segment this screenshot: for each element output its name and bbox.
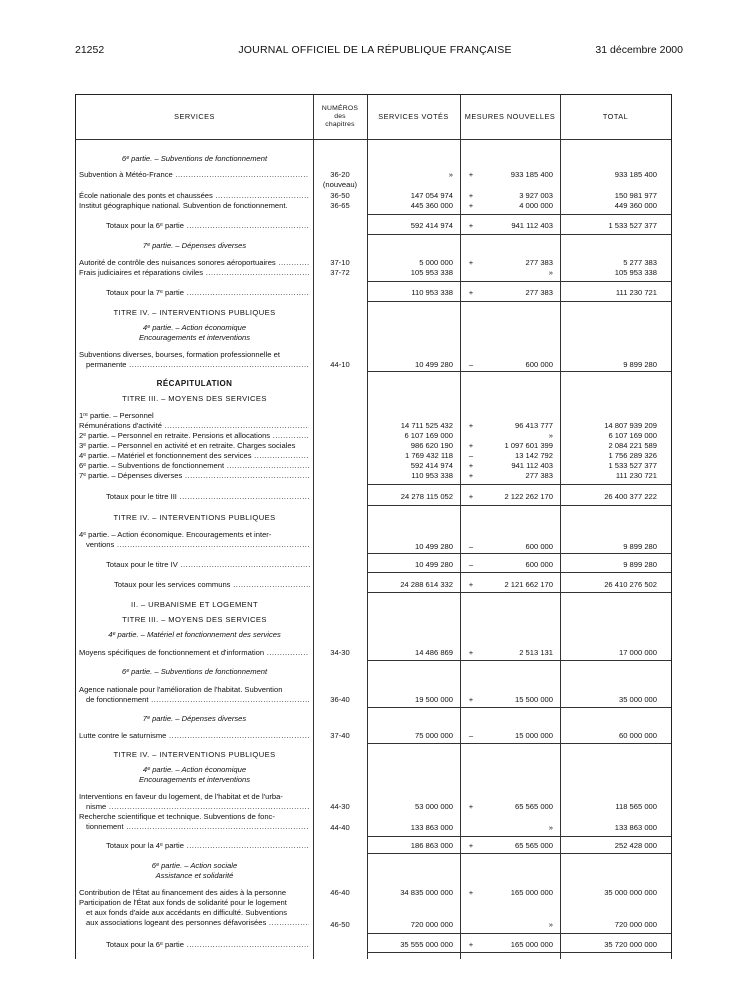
- chapter-number: 46-40: [330, 888, 350, 897]
- mesures-value: 1 097 601 399: [504, 441, 553, 450]
- services-votes-value: 110 953 338: [411, 288, 453, 297]
- services-votes-value: 592 414 974: [410, 221, 453, 230]
- col-header-mesures: MESURES NOUVELLES: [464, 112, 556, 121]
- page-number: 21252: [75, 44, 105, 56]
- services-votes-value: 445 360 000: [410, 201, 453, 210]
- services-votes-value: 10 499 280: [414, 560, 453, 569]
- total-value: 118 565 000: [615, 802, 657, 811]
- total-value: 105 953 338: [614, 268, 657, 277]
- total-rule: [367, 214, 671, 215]
- total-value: 5 277 383: [623, 258, 657, 267]
- sign: +: [468, 258, 474, 267]
- journal-title: JOURNAL OFFICIEL DE LA RÉPUBLIQUE FRANÇAISE: [238, 44, 512, 56]
- row-label: 2ᵉ partie. – Personnel en retraite. Pensions et allocations .....: [79, 431, 309, 441]
- total-value: 35 000 000 000: [604, 888, 657, 897]
- services-votes-value: 24 278 115 052: [400, 492, 453, 501]
- section-heading: Encouragements et interventions: [138, 333, 251, 342]
- total-rule: [367, 952, 671, 953]
- services-votes-value: 110 953 338: [411, 471, 453, 480]
- total-value: 26 410 276 502: [604, 580, 657, 589]
- services-votes-value: 19 500 000: [414, 695, 453, 704]
- total-value: 35 000 000: [618, 695, 657, 704]
- mesures-value: 4 000 000: [519, 201, 553, 210]
- row-label: de fonctionnement .....: [86, 695, 316, 705]
- total-label: Totaux pour la 6ᵉ partie .....: [106, 221, 310, 231]
- total-value: 1 533 527 377: [608, 221, 657, 230]
- total-value: 35 720 000 000: [604, 940, 657, 949]
- mesures-value: 941 112 403: [511, 221, 553, 230]
- sign: +: [468, 191, 474, 200]
- services-votes-value: 147 054 974: [410, 191, 453, 200]
- total-rule: [367, 484, 671, 485]
- sign: +: [468, 471, 474, 480]
- budget-table: [75, 94, 672, 959]
- col-header-votes: SERVICES VOTÉS: [378, 112, 449, 121]
- mesures-value: 165 000 000: [510, 940, 553, 949]
- sign: +: [468, 492, 474, 501]
- section-heading: 6ᵉ partie. – Subventions de fonctionnement: [121, 667, 268, 676]
- row-label: 7ᵉ partie. – Dépenses diverses .....: [79, 471, 309, 481]
- total-rule: [367, 553, 671, 554]
- chapter-number: 34-30: [330, 648, 350, 657]
- title-heading: II. – URBANISME ET LOGEMENT: [130, 600, 259, 609]
- total-value: 720 000 000: [614, 920, 657, 929]
- chapter-number: 36-40: [330, 695, 350, 704]
- mesures-value: 3 927 003: [519, 191, 553, 200]
- chapter-number: 36-50: [330, 191, 350, 200]
- row-label: nisme .....: [86, 802, 316, 812]
- title-heading: TITRE IV. – INTERVENTIONS PUBLIQUES: [113, 513, 276, 522]
- sign: +: [468, 940, 474, 949]
- row-label: et aux fonds d'aide aux accédants en difficulté. Subventions: [86, 908, 287, 917]
- sign: –: [468, 360, 474, 369]
- total-value: 60 000 000: [618, 731, 657, 740]
- total-label: Totaux pour le titre IV .....: [106, 560, 310, 570]
- row-label: aux associations logeant des personnes défavorisées .....: [86, 918, 316, 928]
- row-label: ventions .....: [86, 540, 316, 550]
- section-heading: 4ᵉ partie. – Matériel et fonctionnement des services: [108, 630, 281, 639]
- sign: +: [468, 441, 474, 450]
- total-value: 933 185 400: [614, 170, 657, 179]
- section-heading: 4ᵉ partie. – Action économique: [142, 765, 247, 774]
- total-label: Totaux pour les services communs .....: [114, 580, 310, 590]
- total-rule: [367, 853, 671, 854]
- services-votes-value: 10 499 280: [414, 360, 453, 369]
- total-rule: [367, 371, 671, 372]
- total-rule: [367, 707, 671, 708]
- total-rule: [367, 281, 671, 282]
- row-label: Recherche scientifique et technique. Subventions de fonc-: [79, 812, 275, 821]
- row-label: Autorité de contrôle des nuisances sonores aéroportuaires .....: [79, 258, 309, 268]
- sign: +: [468, 841, 474, 850]
- total-rule: [367, 505, 671, 506]
- services-votes-value: 14 711 525 432: [400, 421, 453, 430]
- sign: +: [468, 580, 474, 589]
- services-votes-value: 6 107 169 000: [404, 431, 453, 440]
- row-label: Institut géographique national. Subvention de fonctionnement.: [79, 201, 288, 210]
- total-rule: [367, 933, 671, 934]
- services-votes-value: 34 835 000 000: [400, 888, 453, 897]
- total-value: 17 000 000: [618, 648, 657, 657]
- mesures-value: 600 000: [525, 360, 553, 369]
- sign: +: [468, 461, 474, 470]
- mesures-value: 13 142 792: [514, 451, 553, 460]
- services-votes-value: 53 000 000: [414, 802, 453, 811]
- chapter-number: 37-10: [330, 258, 350, 267]
- mesures-value: »: [548, 920, 553, 929]
- row-label: Frais judiciaires et réparations civiles .....: [79, 268, 309, 278]
- chapter-number: 44-30: [330, 802, 350, 811]
- mesures-value: »: [548, 431, 553, 440]
- services-votes-value: 133 863 000: [410, 823, 453, 832]
- row-label: Lutte contre le saturnisme .....: [79, 731, 309, 741]
- sign: –: [468, 731, 474, 740]
- total-value: 2 084 221 589: [608, 441, 657, 450]
- row-label: Subventions diverses, bourses, formation professionnelle et: [79, 350, 280, 359]
- row-label: Rémunérations d'activité .....: [79, 421, 309, 431]
- total-rule: [367, 572, 671, 573]
- mesures-value: 165 000 000: [510, 888, 553, 897]
- title-heading: TITRE III. – MOYENS DES SERVICES: [122, 615, 267, 624]
- row-label: Participation de l'État aux fonds de solidarité pour le logement: [79, 898, 287, 907]
- total-label: Totaux pour le titre III .....: [106, 492, 310, 502]
- total-value: 111 230 721: [615, 471, 657, 480]
- chapter-number: 46-50: [330, 920, 350, 929]
- mesures-value: 65 565 000: [514, 802, 553, 811]
- mesures-value: 2 121 662 170: [504, 580, 553, 589]
- mesures-value: 933 185 400: [510, 170, 553, 179]
- section-heading: 7ᵉ partie. – Dépenses diverses: [142, 241, 247, 250]
- mesures-value: 277 383: [525, 258, 553, 267]
- row-label: Interventions en faveur du logement, de l'habitat et de l'urba-: [79, 792, 283, 801]
- total-value: 14 807 939 209: [604, 421, 657, 430]
- chapter-note: (nouveau): [322, 180, 358, 189]
- services-votes-value: 186 863 000: [410, 841, 453, 850]
- sign: +: [468, 802, 474, 811]
- total-value: 252 428 000: [614, 841, 657, 850]
- total-rule: [367, 592, 671, 593]
- chapter-number: 36-20: [330, 170, 350, 179]
- mesures-value: 277 383: [525, 288, 553, 297]
- mesures-value: 2 122 262 170: [504, 492, 553, 501]
- total-value: 6 107 169 000: [608, 431, 657, 440]
- section-heading: 4ᵉ partie. – Action économique: [142, 323, 247, 332]
- col-header-total: TOTAL: [602, 112, 629, 121]
- mesures-value: 2 513 131: [519, 648, 553, 657]
- recap-heading: RÉCAPITULATION: [156, 379, 233, 388]
- col-header-services: SERVICES: [174, 112, 215, 121]
- col-header-chapitres: NUMÉROS des chapitres: [321, 105, 359, 128]
- services-votes-value: »: [448, 170, 453, 179]
- sign: –: [468, 451, 474, 460]
- total-label: Totaux pour la 4ᵉ partie .....: [106, 841, 310, 851]
- sign: +: [468, 201, 474, 210]
- row-label: 4ᵉ partie. – Matériel et fonctionnement des services .....: [79, 451, 309, 461]
- services-votes-value: 5 000 000: [419, 258, 453, 267]
- chapter-number: 37-72: [330, 268, 350, 277]
- sign: +: [468, 695, 474, 704]
- mesures-value: 15 500 000: [514, 695, 553, 704]
- issue-date: 31 décembre 2000: [595, 44, 683, 56]
- services-votes-value: 14 486 869: [414, 648, 453, 657]
- row-label: 4ᵉ partie. – Action économique. Encouragements et inter-: [79, 530, 272, 539]
- services-votes-value: 24 288 614 332: [400, 580, 453, 589]
- mesures-value: »: [548, 823, 553, 832]
- total-rule: [367, 301, 671, 302]
- total-label: Totaux pour la 6ᵉ partie .....: [106, 940, 310, 950]
- total-value: 26 400 377 222: [604, 492, 657, 501]
- row-label: Agence nationale pour l'amélioration de l'habitat. Subvention: [79, 685, 283, 694]
- section-heading: Encouragements et interventions: [138, 775, 251, 784]
- total-value: 9 899 280: [623, 542, 657, 551]
- row-label: permanente .....: [86, 360, 316, 370]
- sign: +: [468, 288, 474, 297]
- row-label: Moyens spécifiques de fonctionnement et d'information .....: [79, 648, 309, 658]
- sign: +: [468, 170, 474, 179]
- services-votes-value: 35 555 000 000: [400, 940, 453, 949]
- total-value: 449 360 000: [614, 201, 657, 210]
- mesures-value: 941 112 403: [511, 461, 553, 470]
- title-heading: TITRE IV. – INTERVENTIONS PUBLIQUES: [113, 750, 276, 759]
- header-rule: [76, 139, 671, 140]
- total-rule: [367, 234, 671, 235]
- sign: +: [468, 648, 474, 657]
- sign: +: [468, 888, 474, 897]
- section-heading: 6ᵉ partie. – Subventions de fonctionnement: [121, 154, 268, 163]
- services-votes-value: 75 000 000: [414, 731, 453, 740]
- sign: +: [468, 421, 474, 430]
- mesures-value: »: [548, 268, 553, 277]
- total-value: 133 863 000: [614, 823, 657, 832]
- total-rule: [367, 743, 671, 744]
- total-label: Totaux pour la 7ᵉ partie .....: [106, 288, 310, 298]
- row-label: École nationale des ponts et chaussées .....: [79, 191, 309, 201]
- total-value: 1 533 527 377: [608, 461, 657, 470]
- services-votes-value: 105 953 338: [410, 268, 453, 277]
- section-heading: 6ᵉ partie. – Action sociale: [151, 861, 238, 870]
- chapter-number: 36-65: [330, 201, 350, 210]
- total-value: 1 756 289 326: [608, 451, 657, 460]
- row-label: tionnement .....: [86, 822, 316, 832]
- mesures-value: 65 565 000: [514, 841, 553, 850]
- sign: –: [468, 560, 474, 569]
- total-rule: [367, 836, 671, 837]
- services-votes-value: 720 000 000: [410, 920, 453, 929]
- mesures-value: 600 000: [525, 542, 553, 551]
- page-header: [75, 44, 683, 60]
- chapter-number: 44-10: [330, 360, 350, 369]
- row-label: 3ᵉ partie. – Personnel en activité et en retraite. Charges sociales: [79, 441, 296, 450]
- services-votes-value: 1 769 432 118: [405, 451, 453, 460]
- section-heading: 7ᵉ partie. – Dépenses diverses: [142, 714, 247, 723]
- services-votes-value: 10 499 280: [414, 542, 453, 551]
- total-value: 111 230 721: [615, 288, 657, 297]
- mesures-value: 96 413 777: [514, 421, 553, 430]
- row-label: Contribution de l'État au financement des aides à la personne: [79, 888, 287, 897]
- title-heading: TITRE IV. – INTERVENTIONS PUBLIQUES: [113, 308, 276, 317]
- mesures-value: 15 000 000: [514, 731, 553, 740]
- chapter-number: 44-40: [330, 823, 350, 832]
- services-votes-value: 986 620 190: [410, 441, 453, 450]
- title-heading: TITRE III. – MOYENS DES SERVICES: [122, 394, 267, 403]
- total-value: 9 899 280: [623, 560, 657, 569]
- mesures-value: 277 383: [525, 471, 553, 480]
- chapter-number: 37-40: [330, 731, 350, 740]
- sign: +: [468, 221, 474, 230]
- total-value: 150 981 977: [614, 191, 657, 200]
- services-votes-value: 592 414 974: [410, 461, 453, 470]
- section-heading: Assistance et solidarité: [155, 871, 234, 880]
- row-label: Subvention à Météo-France .....: [79, 170, 309, 180]
- row-label: 6ᵉ partie. – Subventions de fonctionnement .....: [79, 461, 309, 471]
- sign: –: [468, 542, 474, 551]
- row-label: 1ʳᵉ partie. – Personnel: [79, 411, 154, 420]
- total-rule: [367, 660, 671, 661]
- mesures-value: 600 000: [525, 560, 553, 569]
- total-value: 9 899 280: [623, 360, 657, 369]
